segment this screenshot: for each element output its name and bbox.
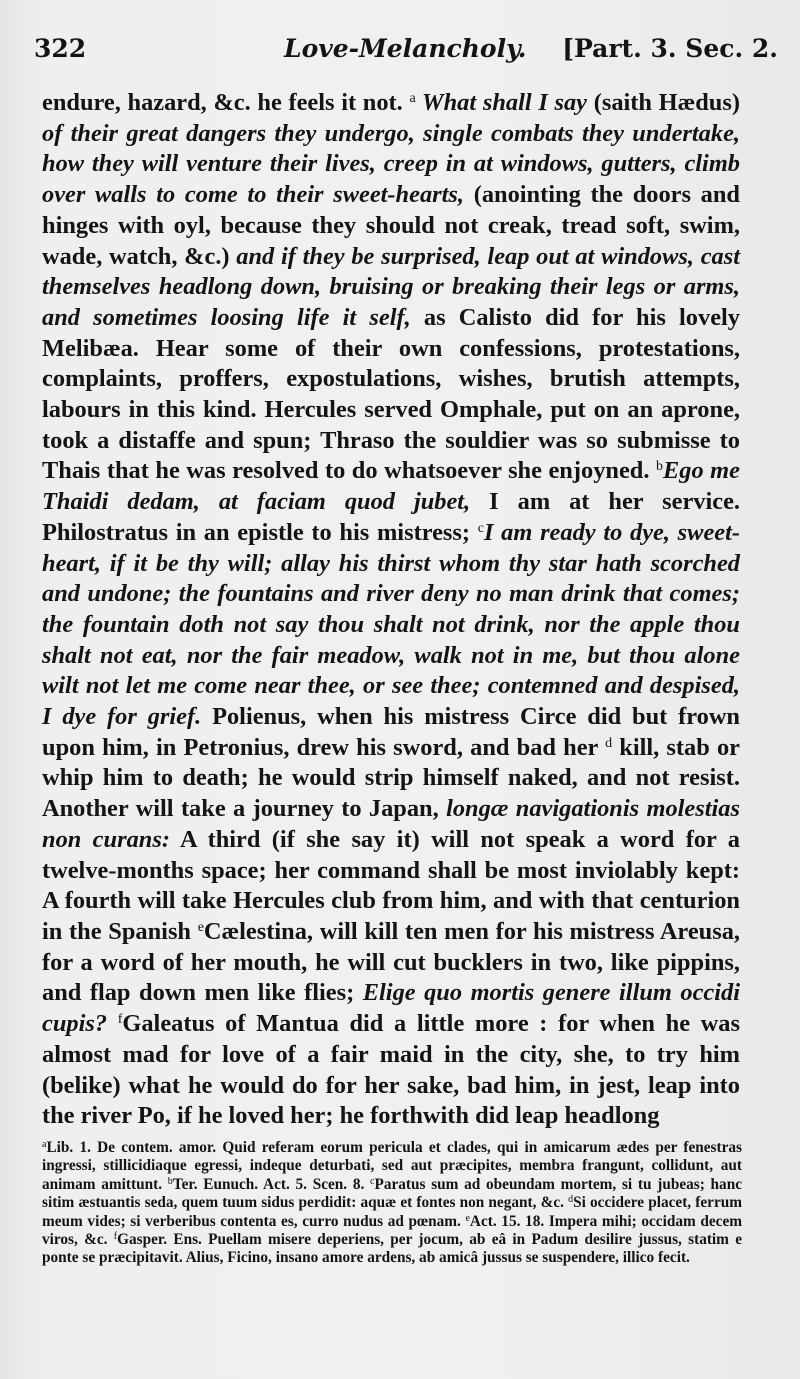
text-run: Polienus, when his mistress Circe did but frown upon him, in Petronius, drew his sword, and bad her xyxy=(42,703,740,761)
text-run: A third (if she say it) will not speak a word for a twelve-months space; her command shall be most inviolably kept: A fourth will take Hercules club from him, and with that centurion in the Spanish xyxy=(42,825,740,945)
footnote-marker: d xyxy=(605,735,613,751)
text-run: (anointing the doors and hinges with oyl, because they should not creak, tread soft, swim, wade, watch, &c.) xyxy=(42,181,740,270)
running-title: Love-Melancholy. xyxy=(284,34,527,63)
text-run: (saith Hædus) xyxy=(587,89,740,116)
footnote-marker: e xyxy=(197,919,204,935)
text-run: Cælestina, will kill ten men for his mistress Areusa, for a word of her mouth, he will cut bucklers in two, like pippins, and flap down men like flies; xyxy=(42,917,740,1007)
text-run: kill, stab or whip him to death; he would strip himself naked, and not resist. Another will take a journey to Japan, xyxy=(42,733,741,823)
footnote-marker: a xyxy=(409,91,416,106)
footnote-e: Act. 15. 18. Impera mihi; occidam decem viros, &c. xyxy=(42,1212,742,1249)
body-text xyxy=(42,88,740,1132)
text-run: I am at her service. Philostratus in an epistle to his mistress; xyxy=(42,488,740,546)
footnote-c-marker: c xyxy=(370,1175,375,1187)
footnote-a-marker: a xyxy=(42,1139,47,1150)
footnote-c: Paratus sum ad obeundam mortem, si tu jubeas; hanc sitim æstuantis seda, quem tuum sidus perdidit: aquæ et fontes non negant, &c. xyxy=(42,1175,742,1212)
text-run: Galeatus of Mantua did a little more : for when he was almost mad for love of a fair maid in the city, she, to try him (belike) what he would do for her sake, bad him, in jest, leap into the river Po, if he loved her; he forthwith did leap headlong xyxy=(42,1010,740,1130)
italic-run: Elige quo mortis genere illum occidi cupis? xyxy=(42,979,740,1038)
italic-run: Ego me Thaidi dedam, at faciam quod jubet, xyxy=(42,457,740,516)
running-header xyxy=(34,34,778,70)
footnote-marker: c xyxy=(477,520,484,536)
footnote-e-marker: e xyxy=(465,1212,470,1224)
text-run: as Calisto did for his lovely Melibæa. Hear some of their own confessions, protestations, complaints, proffers, expostulations, wishes, brutish attempts, labours in this kind. Hercules served Omphale, put on an aprone, took a distaffe and spun; Thraso the souldier was so submisse to Thais that he was resolved to do whatsoever she enjoyned. xyxy=(42,303,740,485)
italic-run: of their great dangers they undergo, single combats they undertake, how they will venture their lives, creep in at windows, gutters, climb over walls to come to their sweet-hearts, xyxy=(42,119,740,209)
footnote-d: Si occidere placet, ferrum meum vides; si verberibus contenta es, curro nudus ad pœnam. xyxy=(42,1194,742,1230)
text-run xyxy=(107,1010,118,1037)
italic-run: I am ready to dye, sweet-heart, if it be thy will; allay his thirst whom thy star hath scorched and undone; the fountains and river deny no man drink that comes; the fountain doth not say thou shalt not drink, nor the apple thou shalt not eat, nor the fair meadow, walk not in me, but thou alone wilt not let me come near thee, or see thee; contemned and despised, I dye for grief. xyxy=(42,518,740,731)
footnote-a: Lib. 1. De contem. amor. Quid referam eorum pericula et clades, qui in amicarum ædes per fenestras ingressi, stillicidiaque egressi, indeque deturbati, sed aut præcipites, membra frangunt, collidunt, aut animam amittunt. xyxy=(42,1139,742,1193)
footnote-marker: b xyxy=(655,459,663,475)
footnote-d-marker: d xyxy=(568,1194,574,1206)
footnote-b: Ter. Eunuch. Act. 5. Scen. 8. xyxy=(172,1175,371,1193)
page-number: 322 xyxy=(34,34,87,63)
italic-run: and if they be surprised, leap out at windows, cast themselves headlong down, bruising or breaking their legs or arms, and sometimes loosing life it self, xyxy=(42,242,740,331)
italic-run: longæ navigationis molestias non curans: xyxy=(42,795,740,853)
text-run: endure, hazard, &c. he feels it not. xyxy=(42,89,410,116)
part-section: [Part. 3. Sec. 2. xyxy=(562,34,778,63)
footnotes xyxy=(42,1139,742,1268)
footnote-f: Gasper. Ens. Puellam misere deperiens, per jocum, ab eâ in Padum desilire jussus, statim e ponte se præcipitavit. Alius, Ficino, insano amore ardens, ab amicâ jussus se suspendere, illico fecit. xyxy=(42,1231,742,1267)
footnote-b-marker: b xyxy=(167,1175,173,1187)
italic-run: What shall I say xyxy=(415,89,588,116)
footnote-f-marker: f xyxy=(113,1231,118,1243)
footnote-marker: f xyxy=(117,1012,123,1028)
